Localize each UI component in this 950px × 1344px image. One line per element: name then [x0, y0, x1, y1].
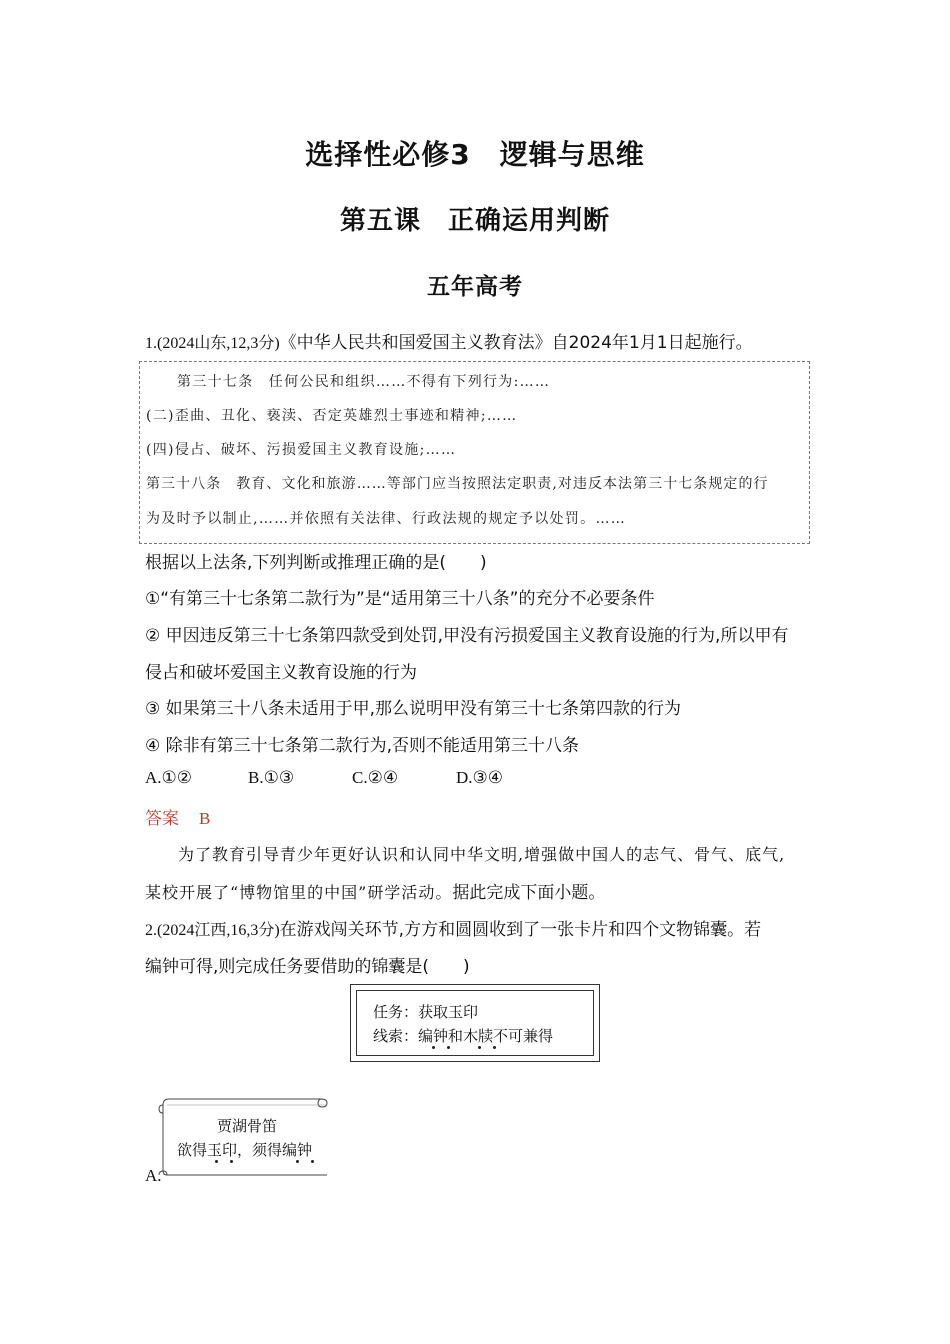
option-a-text: 欲得玉印，须得编钟 — [177, 1141, 313, 1159]
scroll-frame-icon — [155, 1093, 331, 1179]
q1-source: (2024山东,12,3分) — [157, 335, 280, 352]
lesson-title: 第五课 正确运用判断 — [339, 206, 610, 236]
q2-stem-line-2: 编钟可得,则完成任务要借助的锦囊是( ) — [145, 957, 470, 977]
q1-statement-1: ①“有第三十七条第二款行为”是“适用第三十八条”的充分不必要条件 — [145, 589, 655, 609]
answer-label: 答案 — [145, 809, 179, 829]
q1-statement-4: ④ 除非有第三十七条第二款行为,否则不能适用第三十八条 — [145, 736, 580, 756]
context-line-2 — [145, 878, 605, 903]
q1-statement-3: ③ 如果第三十八条未适用于甲,那么说明甲没有第三十七条第四款的行为 — [145, 699, 682, 719]
q1-option-c[interactable]: C.②④ — [352, 768, 399, 787]
q1-number: 1. — [145, 335, 157, 352]
context-line-2-b: 据此完成下面小题。 — [452, 883, 606, 903]
emphasis-dot — [230, 1160, 233, 1163]
emphasis-dot — [215, 1160, 218, 1163]
law-line: 第三十七条 任何公民和组织……不得有下列行为:…… — [177, 374, 551, 390]
q2-source: (2024江西,16,3分) — [157, 922, 280, 939]
context-line-2-a: 某校开展了“博物馆里的中国”研学活动。 — [145, 883, 453, 902]
scroll-card-a[interactable] — [155, 1093, 331, 1179]
q1-stem — [145, 328, 753, 353]
q1-option-d[interactable]: D.③④ — [456, 768, 504, 787]
emphasis-dot — [311, 1160, 314, 1163]
emphasis-dot — [493, 1046, 496, 1049]
context-line-1: 为了教育引导青少年更好认识和认同中华文明,增强做中国人的志气、骨气、底气, — [178, 845, 786, 864]
card-task: 任务：获取玉印 — [373, 1003, 479, 1021]
q1-statement-2: ② 甲因违反第三十七条第四款受到处罚,甲没有污损爱国主义教育设施的行为,所以甲有 — [145, 626, 789, 646]
q1-statement-2-cont: 侵占和破坏爱国主义教育设施的行为 — [145, 663, 417, 683]
card-clue: 线索：编钟和木牍不可兼得 — [373, 1027, 554, 1045]
task-card-frame — [356, 990, 594, 1056]
emphasis-dot — [432, 1046, 435, 1049]
q2-stem-line-1 — [145, 915, 761, 940]
emphasis-dot — [447, 1046, 450, 1049]
section-title: 五年高考 — [427, 274, 523, 300]
q1-option-a[interactable]: A.①② — [145, 768, 193, 787]
q2-stem-text: 在游戏闯关环节,方方和圆圆收到了一张卡片和四个文物锦囊。若 — [279, 920, 762, 940]
law-line: (二)歪曲、丑化、亵渎、否定英雄烈士事迹和精神;…… — [146, 408, 518, 424]
q2-option-a-label[interactable]: A. — [145, 1166, 162, 1185]
q1-question: 根据以上法条,下列判断或推理正确的是( ) — [145, 553, 487, 573]
q2-number: 2. — [145, 922, 157, 939]
q1-answer — [145, 804, 210, 829]
option-a-title: 贾湖骨笛 — [217, 1117, 278, 1135]
law-excerpt-box — [139, 361, 810, 544]
q1-stem-text: 《中华人民共和国爱国主义教育法》自2024年1月1日起施行。 — [279, 333, 753, 353]
law-line: 第三十八条 教育、文化和旅游……等部门应当按照法定职责,对违反本法第三十七条规定的行 — [146, 476, 769, 492]
emphasis-dot — [478, 1046, 481, 1049]
task-card — [350, 984, 600, 1062]
emphasis-dot — [296, 1160, 299, 1163]
q1-option-b[interactable]: B.①③ — [248, 768, 295, 787]
law-line: (四)侵占、破坏、污损爱国主义教育设施;…… — [146, 442, 457, 458]
answer-value: B — [199, 809, 211, 828]
main-title: 选择性必修3 逻辑与思维 — [305, 138, 645, 171]
law-line: 为及时予以制止,……并依照有关法律、行政法规的规定予以处罚。…… — [146, 511, 627, 527]
